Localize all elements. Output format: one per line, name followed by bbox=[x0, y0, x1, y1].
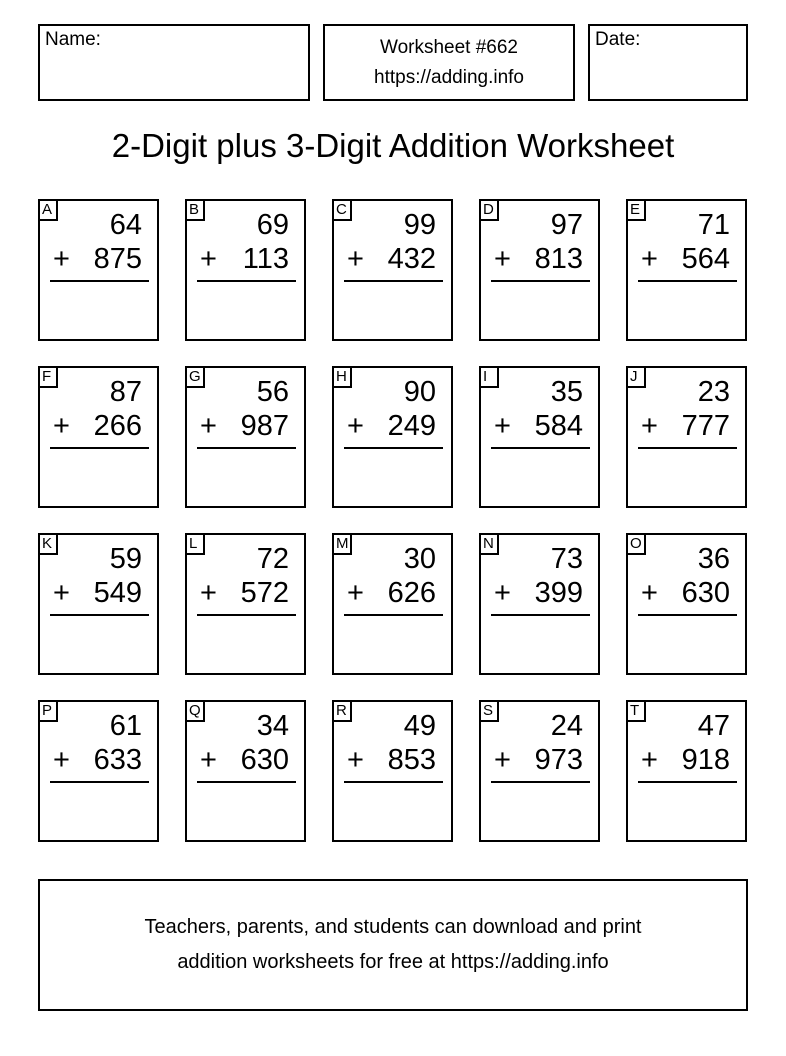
plus-sign: + bbox=[53, 744, 70, 776]
name-label: Name: bbox=[45, 29, 101, 50]
addend-top: 61 bbox=[109, 710, 142, 742]
problem-j bbox=[626, 366, 747, 508]
answer-line bbox=[50, 781, 149, 783]
addend-top: 59 bbox=[109, 543, 142, 575]
addend-top: 30 bbox=[403, 543, 436, 575]
problem-letter: F bbox=[38, 366, 58, 388]
plus-sign: + bbox=[641, 243, 658, 275]
problem-letter: E bbox=[626, 199, 646, 221]
problem-letter: R bbox=[332, 700, 352, 722]
addend-bottom: 549 bbox=[93, 577, 142, 609]
problem-letter: I bbox=[479, 366, 499, 388]
addend-bottom: 249 bbox=[387, 410, 436, 442]
problem-g bbox=[185, 366, 306, 508]
addend-bottom: 630 bbox=[681, 577, 730, 609]
page-title: 2-Digit plus 3-Digit Addition Worksheet bbox=[111, 127, 675, 164]
addend-bottom: 875 bbox=[93, 243, 142, 275]
plus-sign: + bbox=[641, 744, 658, 776]
plus-sign: + bbox=[494, 744, 511, 776]
problem-letter: J bbox=[626, 366, 646, 388]
problem-k bbox=[38, 533, 159, 675]
addend-bottom: 113 bbox=[242, 243, 289, 275]
problem-s bbox=[479, 700, 600, 842]
problem-letter: A bbox=[38, 199, 58, 221]
answer-line bbox=[50, 447, 149, 449]
addend-bottom: 973 bbox=[534, 744, 583, 776]
addend-top: 35 bbox=[550, 376, 583, 408]
problem-letter: M bbox=[332, 533, 352, 555]
problem-letter: K bbox=[38, 533, 58, 555]
addend-top: 49 bbox=[403, 710, 436, 742]
problem-grid bbox=[38, 199, 748, 842]
plus-sign: + bbox=[200, 410, 217, 442]
answer-line bbox=[638, 447, 737, 449]
date-label: Date: bbox=[595, 29, 641, 50]
problem-l bbox=[185, 533, 306, 675]
plus-sign: + bbox=[641, 410, 658, 442]
answer-line bbox=[344, 614, 443, 616]
problem-letter: O bbox=[626, 533, 646, 555]
worksheet-number: Worksheet #662 bbox=[379, 37, 518, 58]
name-field-box[interactable] bbox=[38, 24, 310, 101]
problem-letter: B bbox=[185, 199, 205, 221]
plus-sign: + bbox=[494, 410, 511, 442]
answer-line bbox=[491, 614, 590, 616]
plus-sign: + bbox=[347, 243, 364, 275]
answer-line bbox=[491, 447, 590, 449]
addend-top: 34 bbox=[256, 710, 289, 742]
answer-line bbox=[491, 280, 590, 282]
plus-sign: + bbox=[347, 410, 364, 442]
addend-bottom: 432 bbox=[387, 243, 436, 275]
problem-r bbox=[332, 700, 453, 842]
answer-line bbox=[344, 781, 443, 783]
addend-bottom: 266 bbox=[93, 410, 142, 442]
plus-sign: + bbox=[53, 577, 70, 609]
answer-line bbox=[197, 447, 296, 449]
addend-bottom: 813 bbox=[534, 243, 583, 275]
addend-bottom: 572 bbox=[240, 577, 289, 609]
footer-line-2: addition worksheets for free at https://adding.info bbox=[177, 951, 609, 973]
addend-bottom: 633 bbox=[93, 744, 142, 776]
problem-h bbox=[332, 366, 453, 508]
date-field-box[interactable] bbox=[588, 24, 748, 101]
plus-sign: + bbox=[53, 243, 70, 275]
answer-line bbox=[491, 781, 590, 783]
addend-bottom: 987 bbox=[240, 410, 289, 442]
plus-sign: + bbox=[200, 577, 217, 609]
problem-m bbox=[332, 533, 453, 675]
plus-sign: + bbox=[347, 577, 364, 609]
addend-top: 47 bbox=[697, 710, 730, 742]
problem-letter: H bbox=[332, 366, 352, 388]
answer-line bbox=[638, 614, 737, 616]
addend-bottom: 584 bbox=[534, 410, 583, 442]
problem-p bbox=[38, 700, 159, 842]
answer-line bbox=[197, 781, 296, 783]
plus-sign: + bbox=[494, 577, 511, 609]
plus-sign: + bbox=[200, 243, 217, 275]
answer-line bbox=[197, 280, 296, 282]
answer-line bbox=[344, 280, 443, 282]
problem-letter: P bbox=[38, 700, 58, 722]
answer-line bbox=[344, 447, 443, 449]
problem-letter: T bbox=[626, 700, 646, 722]
footer-line-1: Teachers, parents, and students can download and print bbox=[144, 916, 642, 938]
answer-line bbox=[50, 614, 149, 616]
problem-f bbox=[38, 366, 159, 508]
problem-t bbox=[626, 700, 747, 842]
plus-sign: + bbox=[53, 410, 70, 442]
addend-top: 36 bbox=[697, 543, 730, 575]
addend-bottom: 626 bbox=[387, 577, 436, 609]
plus-sign: + bbox=[641, 577, 658, 609]
addend-top: 99 bbox=[403, 209, 436, 241]
problem-n bbox=[479, 533, 600, 675]
plus-sign: + bbox=[347, 744, 364, 776]
problem-letter: S bbox=[479, 700, 499, 722]
plus-sign: + bbox=[494, 243, 511, 275]
problem-o bbox=[626, 533, 747, 675]
problem-letter: L bbox=[185, 533, 205, 555]
addend-top: 87 bbox=[109, 376, 142, 408]
addend-top: 69 bbox=[256, 209, 289, 241]
addend-top: 56 bbox=[256, 376, 289, 408]
addend-top: 72 bbox=[256, 543, 289, 575]
addend-bottom: 399 bbox=[534, 577, 583, 609]
problem-b bbox=[185, 199, 306, 341]
addend-top: 73 bbox=[550, 543, 583, 575]
answer-line bbox=[197, 614, 296, 616]
addend-top: 23 bbox=[697, 376, 730, 408]
footer-box bbox=[38, 879, 748, 1011]
problem-a bbox=[38, 199, 159, 341]
addend-top: 90 bbox=[403, 376, 436, 408]
addend-bottom: 630 bbox=[240, 744, 289, 776]
addend-top: 24 bbox=[550, 710, 583, 742]
problem-c bbox=[332, 199, 453, 341]
answer-line bbox=[50, 280, 149, 282]
addend-bottom: 564 bbox=[681, 243, 730, 275]
addend-top: 64 bbox=[109, 209, 142, 241]
plus-sign: + bbox=[200, 744, 217, 776]
addend-bottom: 777 bbox=[681, 410, 730, 442]
problem-letter: Q bbox=[185, 700, 205, 722]
problem-letter: D bbox=[479, 199, 499, 221]
addend-bottom: 853 bbox=[387, 744, 436, 776]
addend-top: 71 bbox=[697, 209, 730, 241]
worksheet-info-box bbox=[323, 24, 575, 101]
problem-q bbox=[185, 700, 306, 842]
problem-letter: C bbox=[332, 199, 352, 221]
answer-line bbox=[638, 280, 737, 282]
problem-letter: N bbox=[479, 533, 499, 555]
addend-bottom: 918 bbox=[681, 744, 730, 776]
addend-top: 97 bbox=[550, 209, 583, 241]
problem-e bbox=[626, 199, 747, 341]
worksheet-url: https://adding.info bbox=[374, 67, 524, 88]
problem-i bbox=[479, 366, 600, 508]
problem-d bbox=[479, 199, 600, 341]
answer-line bbox=[638, 781, 737, 783]
problem-letter: G bbox=[185, 366, 205, 388]
